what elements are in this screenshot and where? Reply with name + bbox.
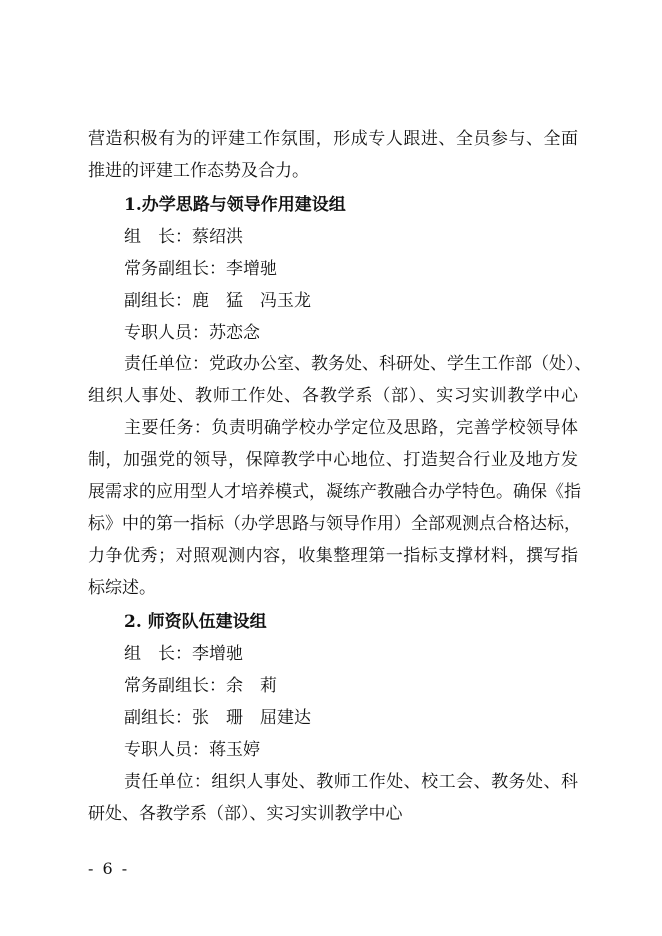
group2-units-line: 研处、各教学系（部）、实习实训教学中心 bbox=[88, 804, 403, 824]
group2-staff: 专职人员：蒋玉婷 bbox=[124, 740, 260, 760]
paragraph-line: 推进的评建工作态势及合力。 bbox=[88, 161, 309, 181]
group1-task-line: 标》中的第一指标（办学思路与领导作用）全部观测点合格达标， bbox=[88, 514, 581, 534]
group2-units-line: 责任单位：组织人事处、教师工作处、校工会、教务处、科 bbox=[124, 772, 578, 792]
page-number: - 6 - bbox=[88, 859, 130, 878]
paragraph-line: 营造积极有为的评建工作氛围，形成专人跟进、全员参与、全面 bbox=[88, 129, 578, 149]
group1-task-line: 主要任务：负责明确学校办学定位及思路，完善学校领导体 bbox=[124, 418, 578, 438]
group1-leader: 组 长：蔡绍洪 bbox=[124, 227, 243, 247]
group1-task-line: 制，加强党的领导，保障教学中心地位、打造契合行业及地方发 bbox=[88, 450, 578, 470]
section-heading-2: 2. 师资队伍建设组 bbox=[124, 612, 267, 632]
group1-task-line: 力争优秀；对照观测内容，收集整理第一指标支撑材料，撰写指 bbox=[88, 546, 578, 566]
group1-deputy: 副组长：鹿 猛 冯玉龙 bbox=[124, 291, 311, 311]
group2-deputy: 副组长：张 珊 屈建达 bbox=[124, 708, 311, 728]
group1-exec-deputy: 常务副组长：李增驰 bbox=[124, 259, 277, 279]
section-heading-1: 1.办学思路与领导作用建设组 bbox=[124, 195, 346, 215]
group2-leader: 组 长：李增驰 bbox=[124, 644, 243, 664]
group1-task-line: 展需求的应用型人才培养模式，凝练产教融合办学特色。确保《指 bbox=[88, 482, 581, 502]
group2-exec-deputy: 常务副组长：余 莉 bbox=[124, 676, 277, 696]
group1-units-line: 责任单位：党政办公室、教务处、科研处、学生工作部（处）、 bbox=[124, 354, 592, 374]
group1-units-line: 组织人事处、教师工作处、各教学系（部）、实习实训教学中心 bbox=[88, 386, 578, 406]
group1-task-line: 标综述。 bbox=[88, 578, 156, 598]
group1-staff: 专职人员：苏恋念 bbox=[124, 323, 260, 343]
